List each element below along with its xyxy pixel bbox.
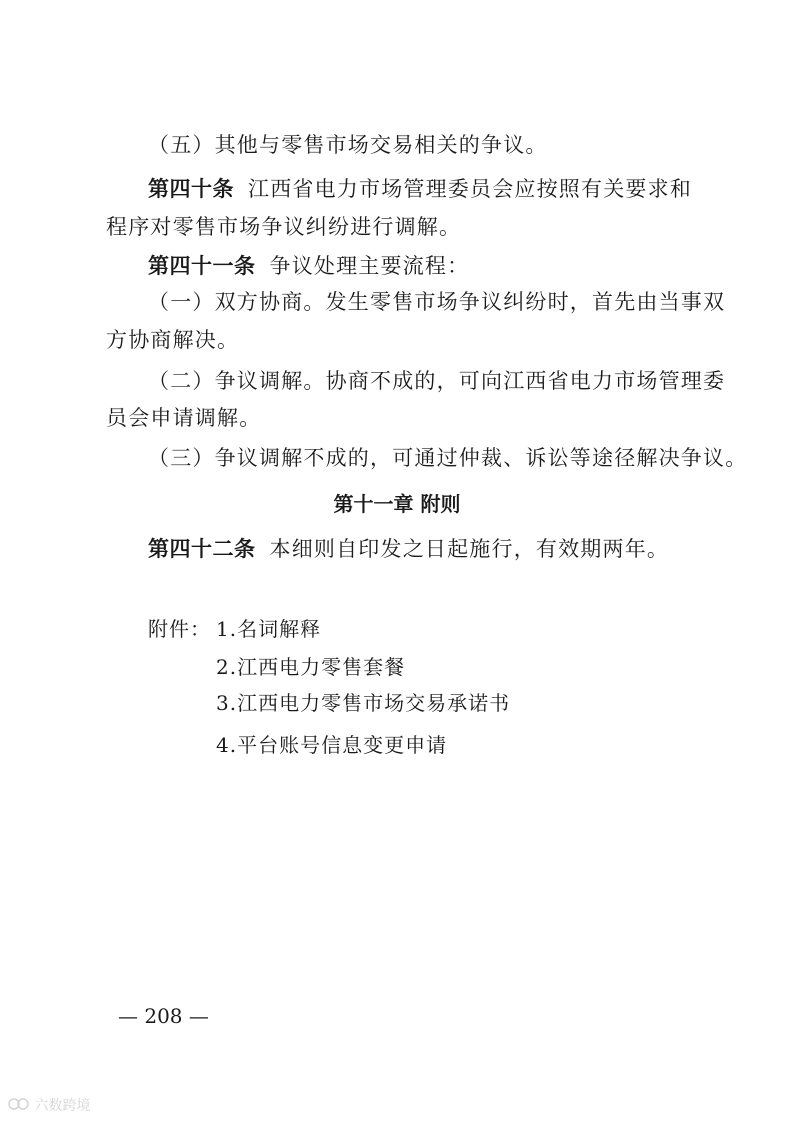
article-40-text: 江西省电力市场管理委员会应按照有关要求和: [248, 177, 692, 201]
article-41-heading: 第四十一条: [148, 254, 256, 278]
attachment-item: 4.平台账号信息变更申请: [216, 733, 448, 757]
article-41-line: [148, 252, 469, 280]
article-41-item-3: [148, 444, 747, 472]
page-number: — 208 —: [118, 1004, 209, 1028]
article-40-text-cont: 程序对零售市场争议纠纷进行调解。: [106, 215, 462, 239]
article-41-item-2: [148, 367, 725, 395]
item-3-text: （三）争议调解不成的，可通过仲裁、诉讼等途径解决争议。: [148, 446, 748, 470]
attachments-label: 附件：: [148, 617, 211, 641]
attachment-item: 1.名词解释: [216, 617, 322, 641]
chapter-title: 第十一章 附则: [333, 492, 461, 516]
clause-5-line: [148, 131, 548, 159]
item-1-text: （一）双方协商。发生零售市场争议纠纷时，首先由当事双: [148, 290, 726, 314]
clause-5-text: （五）其他与零售市场交易相关的争议。: [148, 133, 548, 157]
article-41-item-1-cont: [106, 326, 239, 354]
article-42-line: [148, 535, 669, 563]
watermark-text: 六数跨境: [34, 1098, 91, 1114]
article-40-heading: 第四十条: [148, 177, 234, 201]
article-42-heading: 第四十二条: [148, 537, 256, 561]
article-41-item-1: [148, 288, 725, 316]
attachment-item: 3.江西电力零售市场交易承诺书: [216, 691, 511, 715]
article-41-item-2-cont: [106, 404, 261, 432]
watermark: [8, 1095, 90, 1115]
watermark-logo-icon: [8, 1097, 30, 1115]
article-40-line-1: [148, 175, 692, 203]
item-2-text: （二）争议调解。协商不成的，可向江西省电力市场管理委: [148, 369, 726, 393]
article-42-text: 本细则自印发之日起施行，有效期两年。: [269, 537, 670, 561]
item-1-text-cont: 方协商解决。: [106, 328, 240, 352]
attachment-item: 2.江西电力零售套餐: [216, 655, 406, 679]
article-41-text: 争议处理主要流程：: [269, 254, 470, 278]
article-40-line-2: [106, 213, 461, 241]
item-2-text-cont: 员会申请调解。: [106, 406, 262, 430]
